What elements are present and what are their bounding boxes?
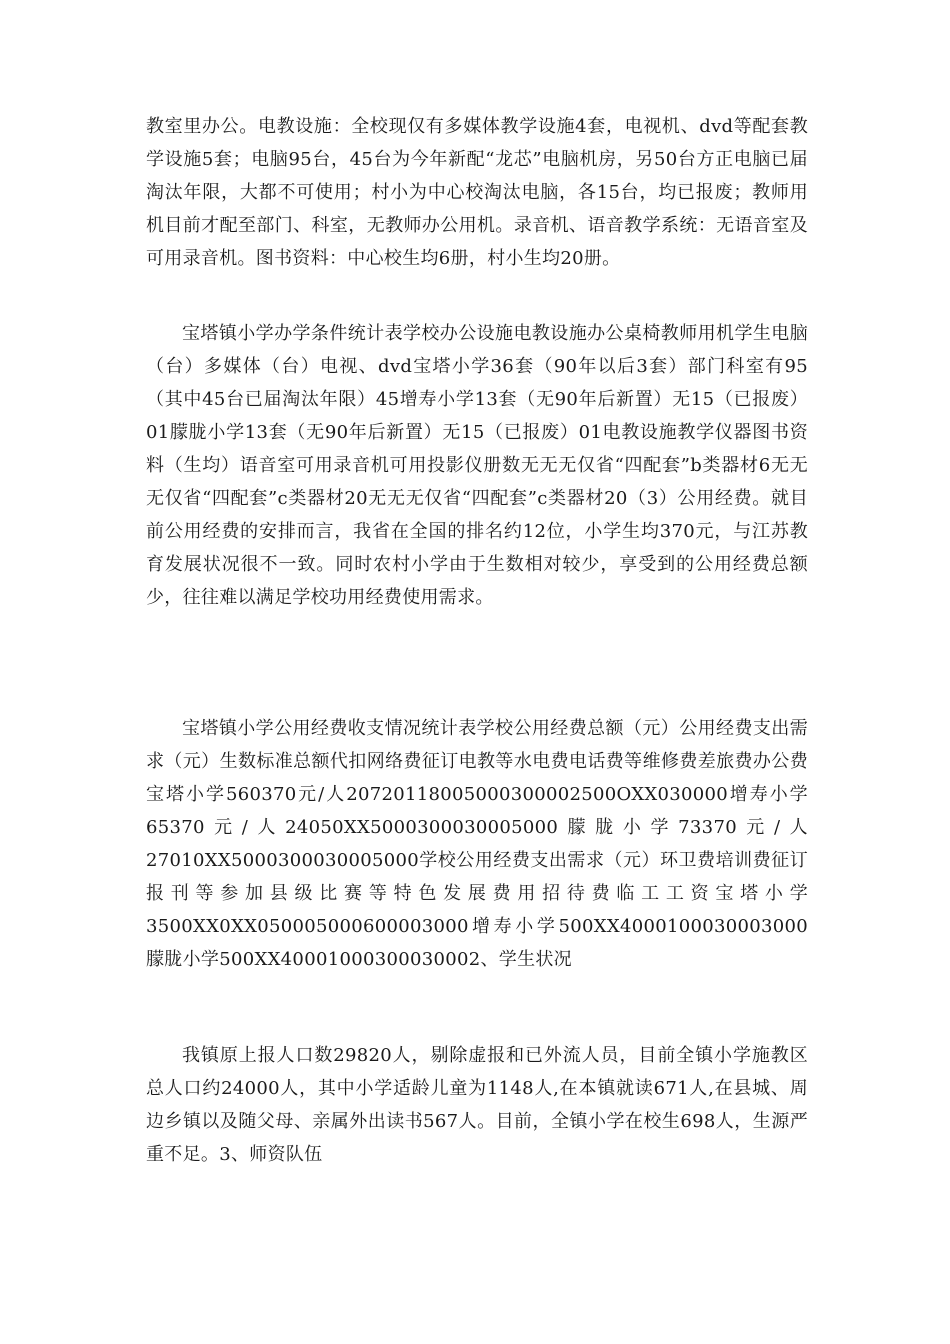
paragraph-text: 教室里办公。电教设施：全校现仅有多媒体教学设施4套，电视机、dvd等配套教学设施5套；电脑95台，45台为今年新配“龙芯”电脑机房，另50台方正电脑已届淘汰年限，大都不可使用；村小为中心校淘汰电脑，各15台，均已报废；教师用机目前才配至部门、科室，无教师办公用机。录音机、语音教学系统：无语音室及可用录音机。图书资料：中心校生均6册，村小生均20册。	[146, 116, 808, 269]
paragraph-student-status	[146, 1039, 808, 1171]
paragraph-text: 宝塔镇小学公用经费收支情况统计表学校公用经费总额（元）公用经费支出需求（元）生数标准总额代扣网络费征订电教等水电费电话费等维修费差旅费办公费宝塔小学560370元/人20720118005000300002500OXX030000增寿小学65370元/人24050XX5000300030005000朦胧小学73370元/人27010XX5000300030005000学校公用经费支出需求（元）环卫费培训费征订报刊等参加县级比赛等特色发展费用招待费临工工资宝塔小学3500XX0XX050005000600003000增寿小学500XX4000100030003000朦胧小学500XX40001000300030002、学生状况	[146, 718, 808, 970]
paragraph-text: 我镇原上报人口数29820人，剔除虚报和已外流人员，目前全镇小学施教区总人口约24000人，其中小学适龄儿童为1148人,在本镇就读671人,在县城、周边乡镇以及随父母、亲属外出读书567人。目前，全镇小学在校生698人，生源严重不足。3、师资队伍	[146, 1045, 808, 1165]
paragraph-school-conditions	[146, 317, 808, 614]
paragraph-public-funds	[146, 712, 808, 976]
paragraph-facilities	[146, 110, 808, 275]
paragraph-text: 宝塔镇小学办学条件统计表学校办公设施电教设施办公桌椅教师用机学生电脑（台）多媒体（台）电视、dvd宝塔小学36套（90年以后3套）部门科室有95（其中45台已届淘汰年限）45增寿小学13套（无90年后新置）无15（已报废）01朦胧小学13套（无90年后新置）无15（已报废）01电教设施教学仪器图书资料（生均）语音室可用录音机可用投影仪册数无无无仅省“四配套”b类器材6无无无仅省“四配套”c类器材20无无无仅省“四配套”c类器材20（3）公用经费。就目前公用经费的安排而言，我省在全国的排名约12位，小学生均370元，与江苏教育发展状况很不一致。同时农村小学由于生数相对较少，享受到的公用经费总额少，往往难以满足学校功用经费使用需求。	[146, 323, 808, 608]
